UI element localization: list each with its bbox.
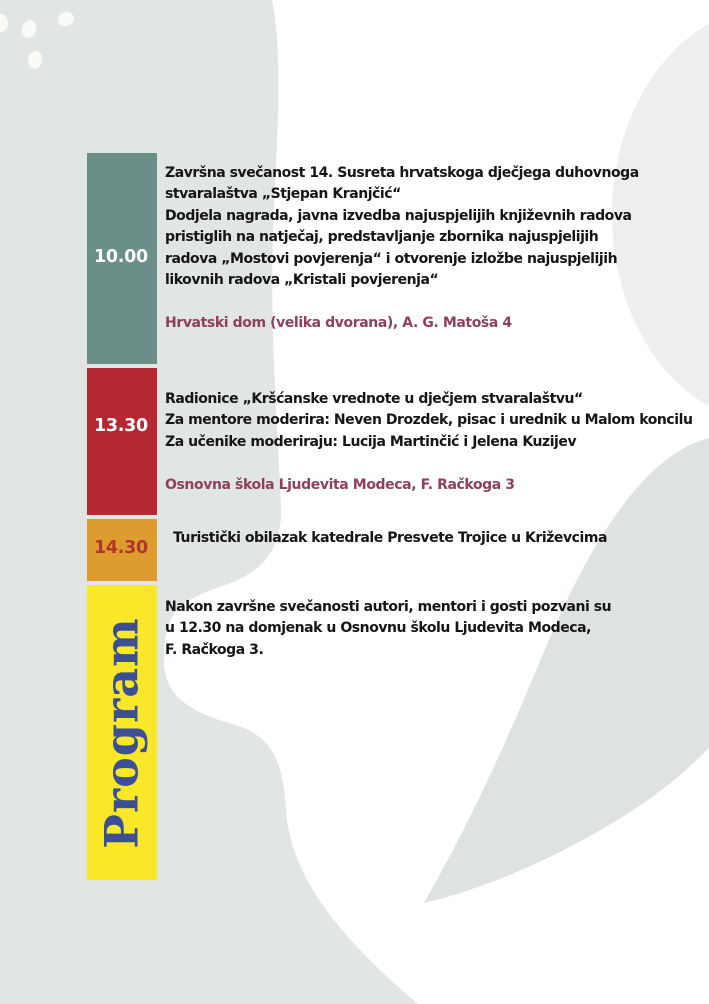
entry-line: Nakon završne svečanosti autori, mentori i gosti pozvani su bbox=[165, 599, 612, 615]
venue-13-30: Osnovna škola Ljudevita Modeca, F. Račkoga 3 bbox=[165, 477, 515, 494]
entry-line: Radionice „Kršćanske vrednote u dječjem stvaralaštvu“ bbox=[165, 391, 583, 407]
entry-line: pristiglih na natječaj, predstavljanje zbornika najuspjelijih bbox=[165, 229, 599, 246]
program-title: Program bbox=[95, 616, 150, 849]
schedule-entry-after bbox=[165, 597, 611, 661]
time-block-14-30 bbox=[87, 519, 157, 581]
entry-line: F. Račkoga 3. bbox=[165, 641, 264, 658]
program-title-wrap bbox=[87, 585, 157, 880]
venue-10-00: Hrvatski dom (velika dvorana), A. G. Matoša 4 bbox=[165, 315, 512, 332]
entry-line: u 12.30 na domjenak u Osnovnu školu Ljudevita Modeca, bbox=[165, 620, 591, 637]
entry-line: Završna svečanost 14. Susreta hrvatskoga dječjega duhovnoga bbox=[165, 165, 639, 181]
entry-line: Turistički obilazak katedrale Presvete Trojice u Križevcima bbox=[173, 530, 607, 546]
schedule-entry-13-30 bbox=[165, 389, 692, 497]
time-label-14-30: 14.30 bbox=[94, 538, 148, 558]
entry-line: stvaralaštva „Stjepan Kranjčić“ bbox=[165, 186, 401, 203]
schedule-entry-10-00 bbox=[165, 163, 639, 335]
entry-line: likovnih radova „Kristali povjerenja“ bbox=[165, 272, 439, 289]
entry-line: Dodjela nagrada, javna izvedba najuspjelijih književnih radova bbox=[165, 207, 632, 224]
time-label-10-00: 10.00 bbox=[94, 247, 148, 267]
time-label-13-30: 13.30 bbox=[94, 416, 148, 436]
schedule-entry-14-30 bbox=[165, 528, 607, 549]
entry-line: Za mentore moderira: Neven Drozdek, pisac i urednik u Malom koncilu bbox=[165, 412, 693, 429]
entry-line: radova „Mostovi povjerenja“ i otvorenje izložbe najuspjelijih bbox=[165, 250, 618, 267]
entry-line: Za učenike moderiraju: Lucija Martinčić i Jelena Kuzijev bbox=[165, 433, 577, 450]
time-block-10-00 bbox=[87, 153, 157, 364]
time-block-13-30 bbox=[87, 368, 157, 515]
